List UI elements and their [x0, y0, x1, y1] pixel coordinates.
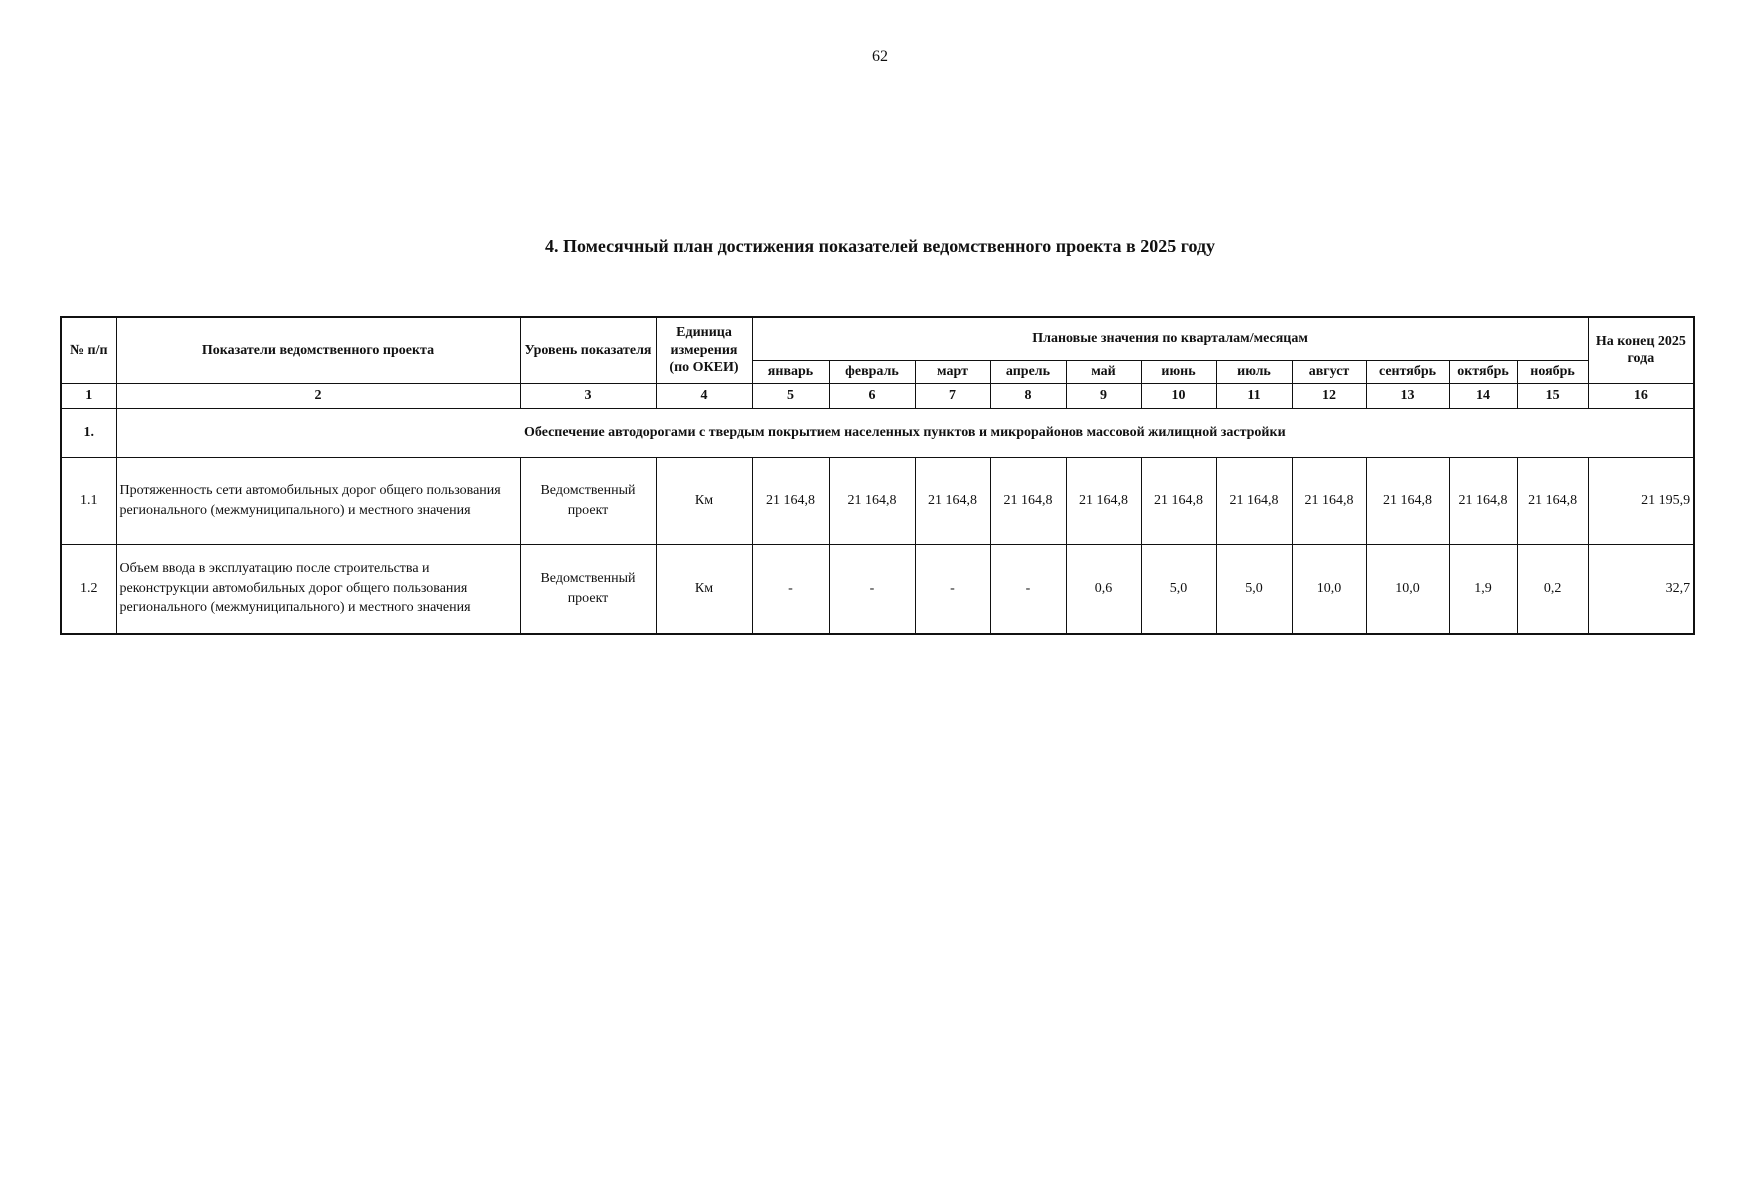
section-title: Обеспечение автодорогами с твердым покрытием населенных пунктов и микрорайонов массовой жилищной застройки [116, 408, 1694, 457]
month-value: 10,0 [1292, 544, 1366, 634]
column-number: 2 [116, 383, 520, 408]
header-month: февраль [829, 361, 915, 384]
column-number: 16 [1588, 383, 1694, 408]
month-value: 21 164,8 [1141, 457, 1216, 544]
month-value: 5,0 [1216, 544, 1292, 634]
month-value: 1,9 [1449, 544, 1517, 634]
month-value: 21 164,8 [915, 457, 990, 544]
header-num: № п/п [61, 317, 116, 383]
header-month: март [915, 361, 990, 384]
month-value: 21 164,8 [829, 457, 915, 544]
month-value: 21 164,8 [1066, 457, 1141, 544]
column-number: 4 [656, 383, 752, 408]
month-value: - [990, 544, 1066, 634]
indicator-name: Объем ввода в эксплуатацию после строительства и реконструкции автомобильных дорог общего пользования регионального (межмуниципального) и местного значения [116, 544, 520, 634]
column-number: 3 [520, 383, 656, 408]
header-end-year: На конец 2025 года [1588, 317, 1694, 383]
end-year-value: 21 195,9 [1588, 457, 1694, 544]
month-value: 21 164,8 [1517, 457, 1588, 544]
column-number: 12 [1292, 383, 1366, 408]
month-value: 21 164,8 [752, 457, 829, 544]
end-year-value: 32,7 [1588, 544, 1694, 634]
header-unit: Единица измерения (по ОКЕИ) [656, 317, 752, 383]
unit-of-measure: Км [656, 457, 752, 544]
header-month: июнь [1141, 361, 1216, 384]
column-number: 1 [61, 383, 116, 408]
header-month: апрель [990, 361, 1066, 384]
column-number: 8 [990, 383, 1066, 408]
row-number: 1.1 [61, 457, 116, 544]
month-value: 0,2 [1517, 544, 1588, 634]
month-value: 21 164,8 [1366, 457, 1449, 544]
column-number: 13 [1366, 383, 1449, 408]
row-number: 1.2 [61, 544, 116, 634]
month-value: - [829, 544, 915, 634]
month-value: 10,0 [1366, 544, 1449, 634]
month-value: - [752, 544, 829, 634]
month-value: 0,6 [1066, 544, 1141, 634]
unit-of-measure: Км [656, 544, 752, 634]
header-month: август [1292, 361, 1366, 384]
column-number: 6 [829, 383, 915, 408]
indicator-level: Ведомственный проект [520, 544, 656, 634]
month-value: 5,0 [1141, 544, 1216, 634]
column-number: 5 [752, 383, 829, 408]
header-month: сентябрь [1366, 361, 1449, 384]
section-row [61, 408, 1694, 457]
column-number: 7 [915, 383, 990, 408]
table-row [61, 457, 1694, 544]
month-value: 21 164,8 [1292, 457, 1366, 544]
header-month: октябрь [1449, 361, 1517, 384]
monthly-plan-table [60, 316, 1695, 635]
column-number: 11 [1216, 383, 1292, 408]
month-value: 21 164,8 [1449, 457, 1517, 544]
column-number: 10 [1141, 383, 1216, 408]
header-month: июль [1216, 361, 1292, 384]
indicator-name: Протяженность сети автомобильных дорог общего пользования регионального (межмуниципального) и местного значения [116, 457, 520, 544]
month-value: 21 164,8 [1216, 457, 1292, 544]
column-number: 14 [1449, 383, 1517, 408]
month-value: - [915, 544, 990, 634]
header-indicator: Показатели ведомственного проекта [116, 317, 520, 383]
header-planned-values: Плановые значения по кварталам/месяцам [752, 317, 1588, 361]
section-number: 1. [61, 408, 116, 457]
month-value: 21 164,8 [990, 457, 1066, 544]
table-row [61, 544, 1694, 634]
page-title: 4. Помесячный план достижения показателей ведомственного проекта в 2025 году [544, 236, 1216, 256]
header-month: ноябрь [1517, 361, 1588, 384]
indicator-level: Ведомственный проект [520, 457, 656, 544]
header-level: Уровень показателя [520, 317, 656, 383]
header-month: май [1066, 361, 1141, 384]
column-number: 9 [1066, 383, 1141, 408]
header-month: январь [752, 361, 829, 384]
column-number: 15 [1517, 383, 1588, 408]
page-number: 62 [872, 48, 888, 65]
column-number-row [61, 383, 1694, 408]
